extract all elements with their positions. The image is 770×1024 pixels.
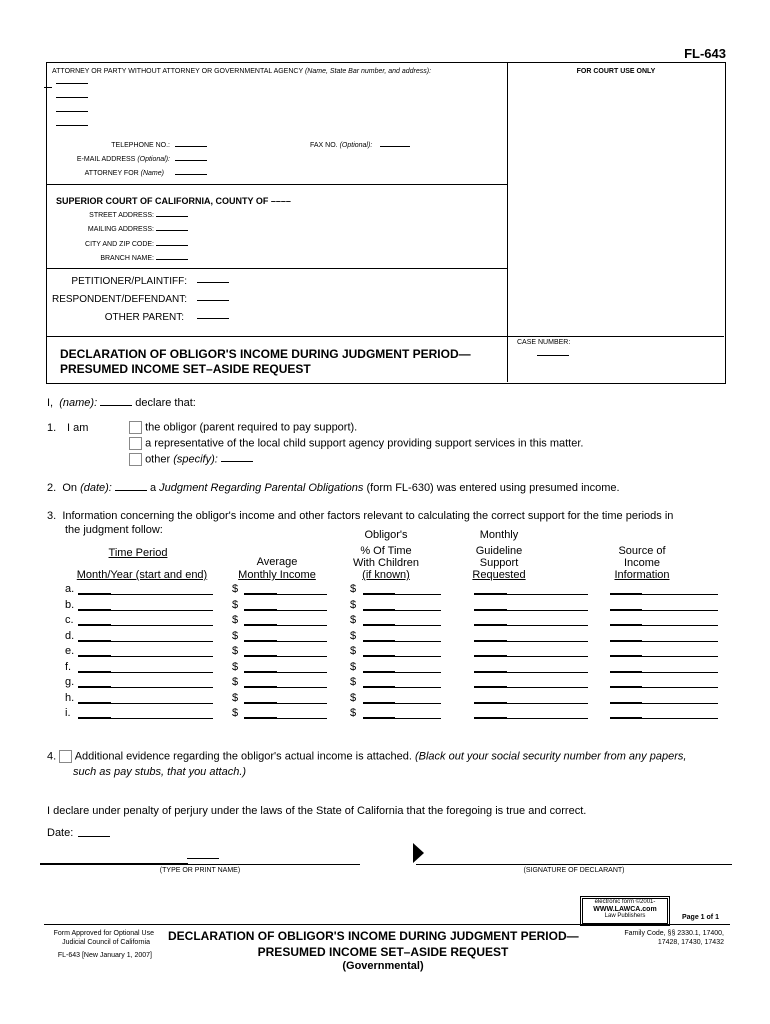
item1-iam: I am xyxy=(67,422,89,434)
pct-time-field[interactable] xyxy=(363,718,441,719)
time-period-field[interactable] xyxy=(78,672,213,673)
attorney-line-4[interactable] xyxy=(56,125,88,126)
row-label: h. xyxy=(65,691,75,704)
street-field[interactable] xyxy=(156,216,188,217)
source-info-field[interactable] xyxy=(610,625,718,626)
pct-time-field[interactable] xyxy=(363,672,441,673)
date-field[interactable] xyxy=(78,836,110,837)
col-time-header1: Time Period xyxy=(108,547,168,559)
publisher-stamp: electronic form ©2001- WWW.LAWCA.com Law Publishers xyxy=(582,898,668,924)
avg-income-field[interactable] xyxy=(244,610,327,611)
source-info-field[interactable] xyxy=(610,703,718,704)
source-info-field[interactable] xyxy=(610,641,718,642)
pct-dollar: $ xyxy=(350,691,357,704)
date-label: Date: xyxy=(47,827,74,839)
source-info-field[interactable] xyxy=(610,672,718,673)
code-line1: Family Code, §§ 2330.1, 17400, xyxy=(624,930,724,937)
col-time-header2: Month/Year (start and end) xyxy=(76,569,208,581)
attorney-label: ATTORNEY OR PARTY WITHOUT ATTORNEY OR GOVERNMENTAL AGENCY (Name, State Bar number, and address): xyxy=(52,68,432,75)
row-label: g. xyxy=(65,676,75,688)
branch-label: BRANCH NAME: xyxy=(100,255,154,262)
item1-option1: the obligor (parent required to pay support). xyxy=(129,421,357,434)
attorney-line-2[interactable] xyxy=(56,97,88,98)
intro-line: I, (name): declare that: xyxy=(47,397,196,409)
other-parent-field[interactable] xyxy=(197,318,229,319)
col-pct-header1: % Of Time xyxy=(360,545,412,557)
pct-dollar: $ xyxy=(350,583,357,595)
attorney-line-3[interactable] xyxy=(56,111,88,112)
pct-time-field[interactable] xyxy=(363,641,441,642)
city-field[interactable] xyxy=(156,245,188,246)
avg-dollar: $ xyxy=(232,598,239,611)
avg-income-field[interactable] xyxy=(244,687,327,688)
item4-line1: 4. Additional evidence regarding the obligor's actual income is attached. (Black out your social security number from any papers, xyxy=(47,750,687,763)
avg-income-field[interactable] xyxy=(244,672,327,673)
signature-label: (SIGNATURE OF DECLARANT) xyxy=(523,867,625,874)
col-src-header0: Source of xyxy=(618,545,666,557)
guideline-support-field[interactable] xyxy=(474,594,588,595)
guideline-support-field[interactable] xyxy=(474,687,588,688)
street-label: STREET ADDRESS: xyxy=(89,212,154,219)
city-label: CITY AND ZIP CODE: xyxy=(85,241,154,248)
representative-checkbox[interactable] xyxy=(129,437,142,450)
time-period-field[interactable] xyxy=(78,625,213,626)
approved-line1: Form Approved for Optional Use xyxy=(53,930,154,937)
col-pct-header0: Obligor's xyxy=(364,529,408,541)
col-avg-header2: Monthly Income xyxy=(238,569,316,581)
time-period-field[interactable] xyxy=(78,594,213,595)
footer-title3: (Governmental) xyxy=(342,960,424,972)
item4-line2: such as pay stubs, that you attach.) xyxy=(73,766,247,778)
time-period-field[interactable] xyxy=(78,641,213,642)
pct-time-field[interactable] xyxy=(363,610,441,611)
guideline-support-field[interactable] xyxy=(474,625,588,626)
guideline-support-field[interactable] xyxy=(474,610,588,611)
print-name-field[interactable] xyxy=(187,858,219,859)
other-checkbox[interactable] xyxy=(129,453,142,466)
source-info-field[interactable] xyxy=(610,718,718,719)
col-pct-header2: With Children xyxy=(352,557,420,569)
avg-income-field[interactable] xyxy=(244,641,327,642)
pct-dollar: $ xyxy=(350,676,357,688)
col-src-header2: Information xyxy=(614,569,670,581)
code-line2: 17428, 17430, 17432 xyxy=(657,939,724,946)
fax-label: FAX NO. (Optional): xyxy=(310,142,373,149)
form-title-line2: PRESUMED INCOME SET–ASIDE REQUEST xyxy=(60,362,311,376)
pct-time-field[interactable] xyxy=(363,687,441,688)
time-period-field[interactable] xyxy=(78,703,213,704)
row-label: f. xyxy=(65,660,72,673)
form-title-line1: DECLARATION OF OBLIGOR'S INCOME DURING JUDGMENT PERIOD— xyxy=(60,347,471,361)
avg-dollar: $ xyxy=(232,691,239,704)
avg-income-field[interactable] xyxy=(244,656,327,657)
item1-option3: other (specify): xyxy=(129,453,253,466)
guideline-support-field[interactable] xyxy=(474,703,588,704)
avg-dollar: $ xyxy=(232,583,239,595)
other-parent-label: OTHER PARENT: xyxy=(104,312,184,323)
pct-dollar: $ xyxy=(350,598,357,611)
source-info-field[interactable] xyxy=(610,656,718,657)
court-title: SUPERIOR COURT OF CALIFORNIA, COUNTY OF –––– xyxy=(56,196,291,206)
item1-option2: a representative of the local child support agency providing support services in this matter. xyxy=(129,437,583,450)
item3-line2: the judgment follow: xyxy=(65,524,163,536)
telephone-field[interactable] xyxy=(175,146,207,147)
guideline-support-field[interactable] xyxy=(474,641,588,642)
row-label: c. xyxy=(65,614,74,626)
guideline-support-field[interactable] xyxy=(474,672,588,673)
source-info-field[interactable] xyxy=(610,687,718,688)
form-number: FL-643 xyxy=(684,46,726,61)
item3-line1: 3. Information concerning the obligor's income and other factors relevant to calculating the correct support for the time periods in xyxy=(47,510,674,522)
telephone-label: TELEPHONE NO.: xyxy=(111,142,170,149)
time-period-field[interactable] xyxy=(78,687,213,688)
footer-title2: PRESUMED INCOME SET–ASIDE REQUEST xyxy=(257,945,509,959)
footer-title1: DECLARATION OF OBLIGOR'S INCOME DURING JUDGMENT PERIOD— xyxy=(168,929,579,943)
email-label: E-MAIL ADDRESS (Optional): xyxy=(76,156,170,163)
petitioner-label: PETITIONER/PLAINTIFF: xyxy=(71,276,187,287)
pct-time-field[interactable] xyxy=(363,656,441,657)
pct-time-field[interactable] xyxy=(363,625,441,626)
avg-income-field[interactable] xyxy=(244,718,327,719)
time-period-field[interactable] xyxy=(78,718,213,719)
pct-time-field[interactable] xyxy=(363,703,441,704)
guideline-support-field[interactable] xyxy=(474,718,588,719)
pct-dollar: $ xyxy=(350,645,357,657)
pct-dollar: $ xyxy=(350,660,357,673)
source-info-field[interactable] xyxy=(610,610,718,611)
col-src-header1: Income xyxy=(623,557,661,569)
avg-income-field[interactable] xyxy=(244,625,327,626)
avg-income-field[interactable] xyxy=(244,594,327,595)
other-specify-field[interactable] xyxy=(221,461,253,462)
pct-dollar: $ xyxy=(350,707,357,719)
avg-dollar: $ xyxy=(232,614,239,626)
row-label: i. xyxy=(65,707,71,719)
judgment-date-field[interactable] xyxy=(115,490,147,491)
mailing-label: MAILING ADDRESS: xyxy=(87,226,154,233)
attorney-for-label: ATTORNEY FOR (Name) xyxy=(84,170,164,177)
additional-evidence-checkbox[interactable] xyxy=(59,750,72,763)
approved-line2: Judicial Council of California xyxy=(62,939,150,946)
perjury-declaration: I declare under penalty of perjury under the laws of the State of California that the foregoing is true and correct. xyxy=(47,805,587,817)
approved-line3: FL-643 [New January 1, 2007] xyxy=(57,952,152,959)
attorney-line-1[interactable] xyxy=(56,83,88,84)
email-field[interactable] xyxy=(175,160,207,161)
row-label: a. xyxy=(65,583,75,595)
signature-line[interactable] xyxy=(416,864,732,865)
pct-dollar: $ xyxy=(350,629,357,642)
fax-field[interactable] xyxy=(380,146,410,147)
col-mon-header1: Guideline xyxy=(475,545,523,557)
col-avg-header1: Average xyxy=(256,556,298,568)
mailing-field[interactable] xyxy=(156,230,188,231)
col-mon-header2: Support xyxy=(479,557,519,569)
row-label: b. xyxy=(65,598,75,611)
page-number: Page 1 of 1 xyxy=(682,914,719,921)
case-number-label: CASE NUMBER: xyxy=(517,339,571,346)
guideline-support-field[interactable] xyxy=(474,656,588,657)
col-mon-header3: Requested xyxy=(472,569,526,581)
avg-dollar: $ xyxy=(232,660,239,673)
avg-dollar: $ xyxy=(232,707,239,719)
pct-dollar: $ xyxy=(350,614,357,626)
attorney-for-field[interactable] xyxy=(175,174,207,175)
respondent-label: RESPONDENT/DEFENDANT: xyxy=(51,294,187,305)
avg-dollar: $ xyxy=(232,629,239,642)
item2-line: 2. On (date): a Judgment Regarding Parental Obligations (form FL-630) was entered using presumed income. xyxy=(47,482,620,494)
name-field[interactable] xyxy=(100,405,132,406)
avg-dollar: $ xyxy=(232,676,239,688)
avg-income-field[interactable] xyxy=(244,703,327,704)
court-use-label: FOR COURT USE ONLY xyxy=(576,68,656,75)
print-name-label: (TYPE OR PRINT NAME) xyxy=(159,867,241,874)
pct-time-field[interactable] xyxy=(363,594,441,595)
row-label: d. xyxy=(65,629,75,642)
obligor-checkbox[interactable] xyxy=(129,421,142,434)
respondent-field[interactable] xyxy=(197,300,229,301)
time-period-field[interactable] xyxy=(78,656,213,657)
branch-field[interactable] xyxy=(156,259,188,260)
col-mon-header0: Monthly xyxy=(479,529,519,541)
item1-number: 1. xyxy=(47,422,57,434)
case-number-field[interactable] xyxy=(537,355,569,356)
avg-dollar: $ xyxy=(232,645,239,657)
time-period-field[interactable] xyxy=(78,610,213,611)
col-pct-header3: (if known) xyxy=(362,569,410,581)
petitioner-field[interactable] xyxy=(197,282,229,283)
signature-arrow-icon xyxy=(413,843,424,863)
source-info-field[interactable] xyxy=(610,594,718,595)
row-label: e. xyxy=(65,645,75,657)
